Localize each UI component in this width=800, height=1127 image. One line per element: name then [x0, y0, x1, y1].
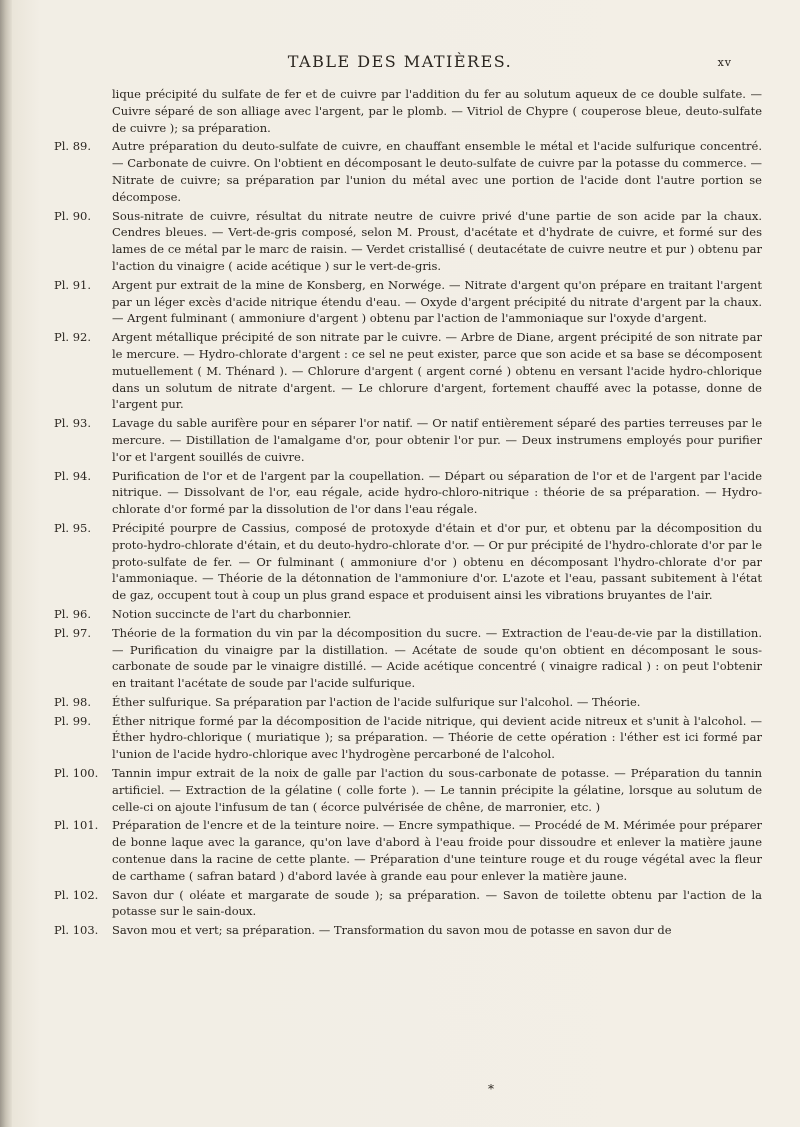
plate-ref: Pl. 98.	[54, 694, 92, 709]
plate-ref: Pl. 97.	[54, 625, 92, 640]
entry-text: Autre préparation du deuto-sulfate de cuivre, en chauffant ensemble le métal et l'acide sulfurique concentré. — Carbonate de cuivre. On l'obtient en décomposant le deuto-sulfate de cuivre par la potasse du commerce. — Nitrate de cuivre; sa préparation par l'union du métal avec une portion de l'acide dont l'autre portion se décompose.	[112, 139, 762, 204]
page-number: xv	[717, 56, 732, 69]
plate-ref: Pl. 92.	[54, 330, 92, 345]
entry-text: Argent pur extrait de la mine de Konsberg, en Norwége. — Nitrate d'argent qu'on prépare en traitant l'argent par un léger excès d'acide nitrique étendu d'eau. — Oxyde d'argent précipité du nitrate d'argent par la chaux. — Argent fulminant ( ammoniure d'argent ) obtenu par l'action de l'ammoniaque sur l'oxyde d'argent.	[112, 277, 762, 326]
toc-entry	[54, 415, 762, 465]
toc-entry	[54, 606, 762, 623]
toc-entry	[54, 468, 762, 518]
plate-ref: Pl. 103.	[54, 923, 99, 938]
entry-text: lique précipité du sulfate de fer et de cuivre par l'addition du fer au solutum aqueux de ce double sulfate. — Cuivre séparé de son alliage avec l'argent, par le plomb. — Vitriol de Chypre ( couperose bleue, deuto-sulfate de cuivre ); sa préparation.	[112, 87, 762, 135]
plate-ref: Pl. 96.	[54, 606, 92, 621]
toc-entry	[54, 694, 762, 711]
plate-ref: Pl. 101.	[54, 818, 99, 833]
page-header	[0, 52, 800, 76]
plate-ref: Pl. 102.	[54, 887, 99, 902]
plate-ref: Pl. 95.	[54, 520, 92, 535]
toc-entry	[54, 520, 762, 604]
toc-entry	[54, 922, 762, 939]
toc-entry	[54, 817, 762, 884]
plate-ref: Pl. 94.	[54, 468, 92, 483]
toc-entry	[54, 138, 762, 205]
entry-text: Savon dur ( oléate et margarate de soude ); sa préparation. — Savon de toilette obtenu par l'action de la potasse sur le sain-doux.	[112, 887, 762, 919]
running-title: TABLE DES MATIÈRES.	[287, 52, 513, 71]
toc-entry	[54, 713, 762, 763]
entry-text: Notion succincte de l'art du charbonnier.	[112, 606, 352, 621]
toc-entry	[54, 765, 762, 815]
plate-ref: Pl. 100.	[54, 766, 99, 781]
toc-entry	[54, 887, 762, 921]
plate-ref: Pl. 93.	[54, 416, 92, 431]
entry-text: Tannin impur extrait de la noix de galle par l'action du sous-carbonate de potasse. — Préparation du tannin artificiel. — Extraction de la gélatine ( colle forte ). — Le tannin précipite la gélatine, lorsque au solutum de celle-ci on ajoute l'infusum de tan ( écorce pulvérisée de chêne, de marronier, etc. )	[112, 766, 762, 814]
plate-ref: Pl. 90.	[54, 208, 92, 223]
entry-text: Purification de l'or et de l'argent par la coupellation. — Départ ou séparation de l'or et de l'argent par l'acide nitrique. — Dissolvant de l'or, eau régale, acide hydro-chloro-nitrique : théorie de sa préparation. — Hydro-chlorate d'or formé par la dissolution de l'or dans l'eau régale.	[112, 468, 762, 517]
entry-text: Théorie de la formation du vin par la décomposition du sucre. — Extraction de l'eau-de-vie par la distillation. — Purification du vinaigre par la distillation. — Acétate de soude qu'on obtient en décomposant le sous-carbonate de soude par le vinaigre distillé. — Acide acétique concentré ( vinaigre radical ) : on peut l'obtenir en traitant l'acétate de soude par l'acide sulfurique.	[112, 625, 762, 691]
entry-text: Préparation de l'encre et de la teinture noire. — Encre sympathique. — Procédé de M. Mérimée pour préparer de bonne laque avec la garance, qu'on lave d'abord à l'eau froide pour dissoudre et enlever la matière jaune contenue dans la racine de cette plante. — Préparation d'une teinture rouge et du rouge végétal avec la fleur de carthame ( safran batard ) d'abord lavée à grande eau pour enlever la matière jaune.	[112, 818, 762, 883]
plate-ref: Pl. 91.	[54, 277, 92, 292]
toc-entry	[54, 277, 762, 327]
table-of-contents	[54, 86, 762, 941]
entry-text: Éther sulfurique. Sa préparation par l'action de l'acide sulfurique sur l'alcohol. — Théorie.	[112, 694, 641, 709]
book-spine-shadow	[0, 0, 12, 1127]
toc-entry	[54, 208, 762, 275]
entry-text: Lavage du sable aurifère pour en séparer l'or natif. — Or natif entièrement séparé des parties terreuses par le mercure. — Distillation de l'amalgame d'or, pour obtenir l'or pur. — Deux instrumens employés pour purifier l'or et l'argent souillés de cuivre.	[112, 416, 762, 464]
toc-entry	[54, 329, 762, 413]
entry-text: Précipité pourpre de Cassius, composé de protoxyde d'étain et d'or pur, et obtenu par la décomposition du proto-hydro-chlorate d'étain, et du deuto-hydro-chlorate d'or. — Or pur précipité de l'hydro-chlorate d'or par le proto-sulfate de fer. — Or fulminant ( ammoniure d'or ) obtenu en décomposant l'hydro-chlorate d'or par l'ammoniaque. — Théorie de la détonnation de l'ammoniure d'or. L'azote et l'eau, passant subitement à l'état de gaz, occupent tout à coup un plus grand espace et produisent ainsi les vibrations bruyantes de l'air.	[112, 520, 762, 603]
entry-text: Savon mou et vert; sa préparation. — Transformation du savon mou de potasse en savon dur de	[112, 923, 672, 938]
entry-text: Éther nitrique formé par la décomposition de l'acide nitrique, qui devient acide nitreux et s'unit à l'alcohol. — Éther hydro-chlorique ( muriatique ); sa préparation. — Théorie de cette opération : l'éther est ici formé par l'union de l'acide hydro-chlorique avec l'hydrogène percarboné de l'alcohol.	[112, 713, 762, 762]
plate-ref: Pl. 99.	[54, 713, 92, 728]
entry-text: Sous-nitrate de cuivre, résultat du nitrate neutre de cuivre privé d'une partie de son acide par la chaux. Cendres bleues. — Vert-de-gris composé, selon M. Proust, d'acétate et d'hydrate de cuivre, et formé sur des lames de ce métal par le marc de raisin. — Verdet cristallisé ( deutacétate de cuivre neutre et pur ) obtenu par l'action du vinaigre ( acide acétique ) sur le vert-de-gris.	[112, 208, 762, 273]
entry-text: Argent métallique précipité de son nitrate par le cuivre. — Arbre de Diane, argent précipité de son nitrate par le mercure. — Hydro-chlorate d'argent : ce sel ne peut exister, parce que son acide et sa base se décomposent mutuellement ( M. Thénard ). — Chlorure d'argent ( argent corné ) obtenu en versant l'acide hydro-chlorique dans un solutum de nitrate d'argent. — Le chlorure d'argent, fortement chauffé avec la potasse, donne de l'argent pur.	[112, 330, 762, 412]
plate-ref: Pl. 89.	[54, 139, 92, 154]
continuation-entry	[54, 86, 762, 136]
toc-entry	[54, 625, 762, 692]
footer-mark: *	[488, 1082, 494, 1096]
